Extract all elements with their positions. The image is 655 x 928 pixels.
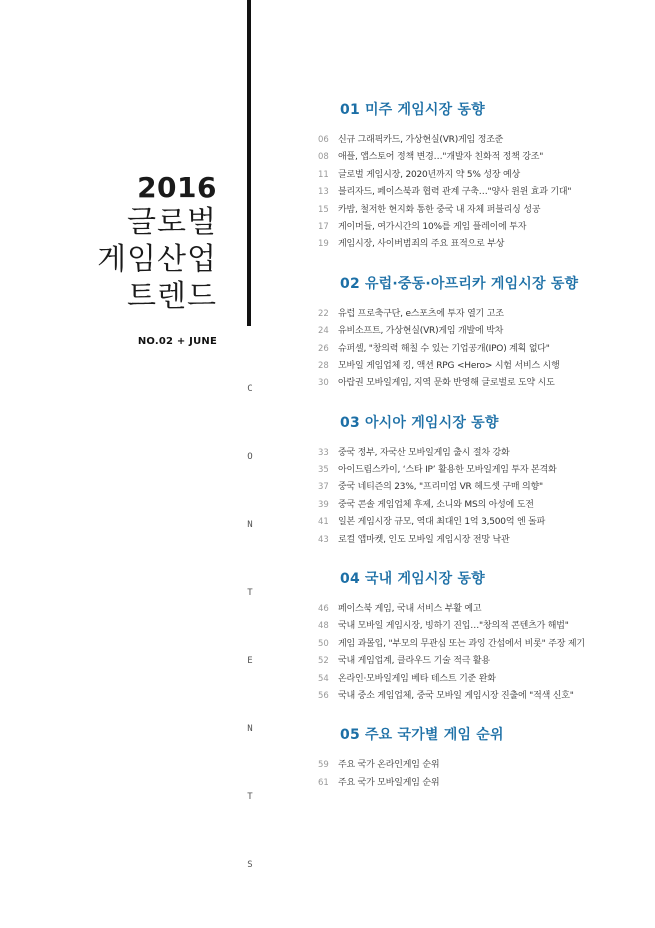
- item-title: 모바일 게임업체 킹, 액션 RPG <Hero> 시험 서비스 시행: [338, 360, 560, 371]
- item-title: 게임시장, 사이버범죄의 주요 표적으로 부상: [338, 239, 505, 250]
- toc-item[interactable]: [318, 202, 638, 219]
- item-title: 카밤, 철저한 현지화 통한 중국 내 자체 퍼블리싱 성공: [338, 204, 541, 215]
- toc-item[interactable]: [318, 479, 638, 496]
- item-title: 주요 국가 온라인게임 순위: [338, 760, 440, 771]
- contents-vertical-label: [244, 384, 256, 928]
- page-number: 15: [318, 204, 329, 215]
- contents-letter: O: [247, 452, 253, 462]
- toc-item[interactable]: [318, 149, 638, 166]
- item-title: 국내 중소 게임업체, 중국 모바일 게임시장 진출에 "적색 신호": [338, 690, 574, 701]
- section-title: 04 국내 게임시장 동향: [340, 571, 485, 588]
- toc-item[interactable]: [318, 532, 638, 549]
- contents-letter: S: [247, 860, 253, 870]
- item-title: 중국 콘솔 게임업체 후제, 소니와 MS의 아성에 도전: [338, 499, 534, 510]
- item-title: 유럽 프로축구단, e스포츠에 투자 열기 고조: [338, 308, 504, 319]
- toc-item[interactable]: [318, 462, 638, 479]
- toc-item[interactable]: [318, 219, 638, 236]
- toc-list: [318, 445, 638, 549]
- page-number: 11: [318, 169, 329, 180]
- item-title: 로컬 앱마켓, 인도 모바일 게임시장 전망 낙관: [338, 534, 510, 545]
- page-number: 17: [318, 221, 329, 232]
- page-number: 13: [318, 187, 329, 198]
- cover-title-block: [97, 172, 217, 315]
- toc-item[interactable]: [318, 358, 638, 375]
- title-year: 2016: [137, 171, 217, 204]
- vertical-rule: [247, 0, 251, 326]
- toc-item[interactable]: [318, 375, 638, 392]
- item-title: 일본 게임시장 규모, 역대 최대인 1억 3,500억 엔 돌파: [338, 517, 546, 528]
- toc-item[interactable]: [318, 236, 638, 253]
- toc-item[interactable]: [318, 167, 638, 184]
- item-title: 온라인·모바일게임 베타 테스트 기준 완화: [338, 673, 496, 684]
- toc-item[interactable]: [318, 497, 638, 514]
- item-title: 국내 모바일 게임시장, 빙하기 진입…"창의적 콘텐츠가 해법": [338, 621, 569, 632]
- page-number: 52: [318, 656, 329, 667]
- page-number: 19: [318, 239, 329, 250]
- page-number: 22: [318, 308, 329, 319]
- item-title: 블리자드, 페이스북과 협력 관계 구축…"양사 윈윈 효과 기대": [338, 187, 572, 198]
- contents-letter: N: [247, 520, 253, 530]
- section-title: 02 유럽·중동·아프리카 게임시장 동향: [340, 275, 579, 292]
- toc-item[interactable]: [318, 132, 638, 149]
- page-number: 28: [318, 360, 329, 371]
- page-number: 37: [318, 482, 329, 493]
- page-number: 26: [318, 343, 329, 354]
- toc-section: [318, 725, 638, 792]
- page-number: 54: [318, 673, 329, 684]
- contents-letter: T: [247, 588, 253, 598]
- toc-section: [318, 413, 638, 549]
- item-title: 게이머들, 여가시간의 10%를 게임 플레이에 투자: [338, 221, 527, 232]
- toc-section: [318, 569, 638, 705]
- page-number: 06: [318, 135, 329, 145]
- page-number: 33: [318, 447, 329, 458]
- toc-item[interactable]: [318, 341, 638, 358]
- page-number: 46: [318, 604, 329, 615]
- issue-label: NO.02 + JUNE: [137, 336, 217, 347]
- title-line: 트렌드: [127, 279, 217, 314]
- item-title: 애플, 앱스토어 정책 변경…"개발자 친화적 정책 강조": [338, 152, 544, 163]
- toc-list: [318, 132, 638, 254]
- toc-item[interactable]: [318, 653, 638, 670]
- page-number: 24: [318, 326, 329, 337]
- page-number: 50: [318, 638, 329, 649]
- item-title: 중국 네티즌의 23%, "프리미엄 VR 헤드셋 구매 의향": [338, 482, 543, 493]
- item-title: 아랍권 모바일게임, 지역 문화 반영해 글로벌로 도약 시도: [338, 378, 555, 389]
- toc-item[interactable]: [318, 618, 638, 635]
- section-title: 03 아시아 게임시장 동향: [340, 414, 499, 431]
- page-number: 08: [318, 152, 329, 163]
- toc-section: [318, 274, 638, 393]
- toc-list: [318, 306, 638, 393]
- section-title: 05 주요 국가별 게임 순위: [340, 727, 504, 744]
- page-number: 41: [318, 517, 329, 528]
- item-title: 아이드림스카이, ‘스타 IP’ 활용한 모바일게임 투자 본격화: [338, 465, 557, 476]
- table-of-contents: [318, 100, 638, 792]
- item-title: 슈퍼셀, "창의력 해칠 수 있는 기업공개(IPO) 계획 없다": [338, 343, 550, 354]
- item-title: 페이스북 게임, 국내 서비스 부활 예고: [338, 604, 482, 615]
- item-title: 주요 국가 모바일게임 순위: [338, 777, 440, 788]
- contents-letter: E: [247, 656, 253, 666]
- page-number: 43: [318, 534, 329, 545]
- contents-letter: N: [247, 724, 253, 734]
- section-title: 01 미주 게임시장 동향: [340, 102, 485, 118]
- page-number: 56: [318, 690, 329, 701]
- page-number: 48: [318, 621, 329, 632]
- title-line: 글로벌: [127, 205, 217, 240]
- page-number: 35: [318, 465, 329, 476]
- toc-item[interactable]: [318, 757, 638, 774]
- contents-letter: C: [247, 384, 253, 394]
- page-number: 61: [318, 777, 329, 788]
- toc-item[interactable]: [318, 601, 638, 618]
- item-title: 국내 게임업계, 클라우드 기술 적극 활용: [338, 656, 490, 667]
- toc-item[interactable]: [318, 445, 638, 462]
- item-title: 글로벌 게임시장, 2020년까지 약 5% 성장 예상: [338, 169, 521, 180]
- item-title: 중국 정부, 자국산 모바일게임 출시 절차 강화: [338, 447, 510, 458]
- contents-letter: T: [247, 792, 253, 802]
- title-line: 게임산업: [97, 242, 217, 277]
- page-number: 39: [318, 499, 329, 510]
- toc-item[interactable]: [318, 306, 638, 323]
- page-number: 30: [318, 378, 329, 389]
- item-title: 유비소프트, 가상현실(VR)게임 개발에 박차: [338, 326, 504, 337]
- toc-item[interactable]: [318, 323, 638, 340]
- toc-item[interactable]: [318, 636, 638, 653]
- toc-section: [318, 100, 638, 254]
- page-number: 59: [318, 760, 329, 771]
- toc-item[interactable]: [318, 775, 638, 792]
- toc-item[interactable]: [318, 671, 638, 688]
- toc-list: [318, 757, 638, 792]
- toc-item[interactable]: [318, 184, 638, 201]
- toc-item[interactable]: [318, 688, 638, 705]
- toc-item[interactable]: [318, 514, 638, 531]
- toc-list: [318, 601, 638, 705]
- item-title: 신규 그래픽카드, 가상현실(VR)게임 정조준: [338, 135, 504, 145]
- item-title: 게임 과몰입, "부모의 무관심 또는 과잉 간섭에서 비롯" 주장 제기: [338, 638, 585, 649]
